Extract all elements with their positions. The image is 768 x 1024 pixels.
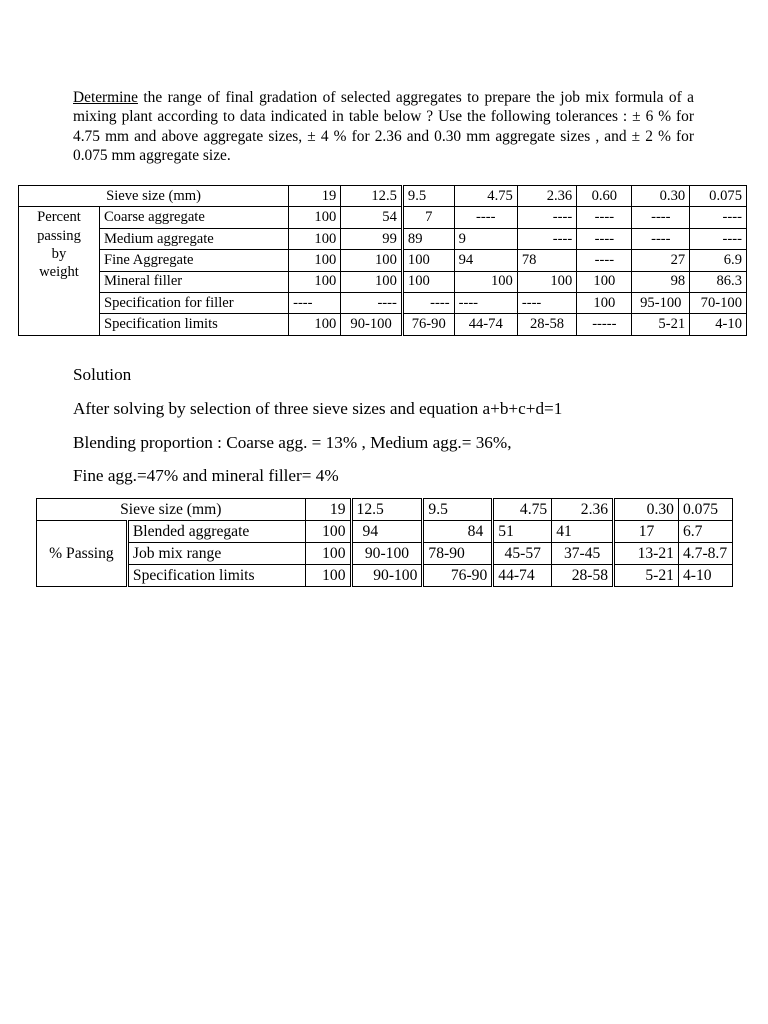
table-cell: 90-100 <box>351 543 423 565</box>
table-cell: 28-58 <box>552 565 614 587</box>
table-cell: ---- <box>690 207 747 228</box>
table-cell: 76-90 <box>402 314 454 335</box>
table-cell: ---- <box>577 207 632 228</box>
table-cell: 45-57 <box>493 543 552 565</box>
sieve-header: 19 <box>289 186 341 207</box>
table-cell: 100 <box>305 521 351 543</box>
table-cell: 7 <box>402 207 454 228</box>
row-label: Medium aggregate <box>99 228 288 249</box>
table-row <box>19 207 747 228</box>
solution-heading: Solution <box>73 365 132 384</box>
sieve-header: 19 <box>305 499 351 521</box>
table-cell: 9 <box>454 228 517 249</box>
table-cell: 100 <box>289 207 341 228</box>
table-header-row <box>19 186 747 207</box>
table-cell: 41 <box>552 521 614 543</box>
sieve-header: 9.5 <box>402 186 454 207</box>
group-label-line: by <box>51 245 67 262</box>
table-cell: 100 <box>517 271 576 292</box>
table-cell: ---- <box>289 292 341 313</box>
table-cell: ---- <box>632 228 690 249</box>
row-label: Specification for filler <box>99 292 288 313</box>
determine-word: Determine <box>73 89 138 106</box>
gradation-data-table <box>18 185 747 336</box>
table-cell: ---- <box>517 292 576 313</box>
problem-text: the range of final gradation of selected aggregates to prepare the job mix formula of a mixing plant according to data indicated in table below ? Use the following tolerances : ± 6 % for 4.75 mm and above aggregate sizes, ± 4 % for 2.36 and 0.30 mm aggregate sizes , and ± 2 % for 0.075 mm aggregate size. <box>73 89 694 164</box>
table-cell: 17 <box>614 521 679 543</box>
table-cell: 54 <box>341 207 403 228</box>
table-cell: 94 <box>351 521 423 543</box>
table-cell: ---- <box>454 207 517 228</box>
sieve-header: 0.075 <box>678 499 732 521</box>
table-cell: ---- <box>402 292 454 313</box>
table-cell: 100 <box>341 271 403 292</box>
table-cell: ---- <box>454 292 517 313</box>
table-cell: 98 <box>632 271 690 292</box>
table-cell: 100 <box>305 565 351 587</box>
table-cell: ---- <box>577 228 632 249</box>
group-label-line: weight <box>39 264 79 280</box>
row-label: Blended aggregate <box>127 521 305 543</box>
table-cell: 90-100 <box>351 565 423 587</box>
table-cell: 89 <box>402 228 454 249</box>
table-cell: ---- <box>690 228 747 249</box>
sieve-header: 0.60 <box>577 186 632 207</box>
table-cell: ---- <box>341 292 403 313</box>
table-cell: 90-100 <box>341 314 403 335</box>
table-cell: 99 <box>341 228 403 249</box>
table-cell: 78-90 <box>423 543 493 565</box>
table-cell: 6.7 <box>678 521 732 543</box>
table-cell: 84 <box>423 521 493 543</box>
table-cell: 51 <box>493 521 552 543</box>
sieve-header: 2.36 <box>517 186 576 207</box>
group-label-line: Percent <box>37 209 81 226</box>
table-row <box>37 565 733 587</box>
table-cell: 100 <box>341 250 403 271</box>
row-label: Mineral filler <box>99 271 288 292</box>
table-cell: 100 <box>577 292 632 313</box>
percent-passing-group-label: % Passing <box>37 521 128 587</box>
solution-line-filler: Fine agg.=47% and mineral filler= 4% <box>73 466 339 485</box>
table-cell: 100 <box>305 543 351 565</box>
sieve-header: 12.5 <box>341 186 403 207</box>
table-row <box>19 250 747 271</box>
table-cell: 100 <box>289 250 341 271</box>
table-cell: 100 <box>289 228 341 249</box>
table-cell: 4-10 <box>678 565 732 587</box>
percent-passing-group-label <box>19 207 100 335</box>
group-label-line: passing <box>37 227 81 244</box>
table-cell: 76-90 <box>423 565 493 587</box>
sieve-size-header: Sieve size (mm) <box>19 186 289 207</box>
job-mix-table <box>36 498 733 587</box>
sieve-header: 4.75 <box>454 186 517 207</box>
table-cell: 44-74 <box>493 565 552 587</box>
sieve-header: 12.5 <box>351 499 423 521</box>
table-cell: 100 <box>289 314 341 335</box>
table-cell: 4-10 <box>690 314 747 335</box>
table-row <box>19 292 747 313</box>
sieve-header: 0.30 <box>614 499 679 521</box>
table-cell: 100 <box>454 271 517 292</box>
table-cell: 5-21 <box>614 565 679 587</box>
row-label: Job mix range <box>127 543 305 565</box>
sieve-header: 4.75 <box>493 499 552 521</box>
row-label: Specification limits <box>99 314 288 335</box>
table-row <box>19 314 747 335</box>
row-label: Specification limits <box>127 565 305 587</box>
table-cell: 6.9 <box>690 250 747 271</box>
sieve-header: 0.30 <box>632 186 690 207</box>
row-label: Coarse aggregate <box>99 207 288 228</box>
table-cell: 44-74 <box>454 314 517 335</box>
table-cell: ----- <box>577 314 632 335</box>
table-row <box>37 543 733 565</box>
table-cell: ---- <box>517 228 576 249</box>
table-cell: ---- <box>577 250 632 271</box>
solution-line-proportion: Blending proportion : Coarse agg. = 13% , Medium agg.= 36%, <box>73 433 512 452</box>
table-cell: 13-21 <box>614 543 679 565</box>
table-cell: 70-100 <box>690 292 747 313</box>
sieve-size-header: Sieve size (mm) <box>37 499 306 521</box>
table-cell: 100 <box>289 271 341 292</box>
table-row <box>19 271 747 292</box>
table-cell: 4.7-8.7 <box>678 543 732 565</box>
table-cell: ---- <box>632 207 690 228</box>
table-cell: ---- <box>517 207 576 228</box>
table-cell: 95-100 <box>632 292 690 313</box>
sieve-header: 2.36 <box>552 499 614 521</box>
sieve-header: 9.5 <box>423 499 493 521</box>
solution-line-equation: After solving by selection of three sieve sizes and equation a+b+c+d=1 <box>73 399 563 418</box>
table-row <box>19 228 747 249</box>
table-cell: 100 <box>577 271 632 292</box>
problem-statement <box>73 88 694 165</box>
row-label: Fine Aggregate <box>99 250 288 271</box>
table-cell: 86.3 <box>690 271 747 292</box>
table-cell: 28-58 <box>517 314 576 335</box>
table-cell: 78 <box>517 250 576 271</box>
sieve-header: 0.075 <box>690 186 747 207</box>
table-cell: 37-45 <box>552 543 614 565</box>
table-cell: 5-21 <box>632 314 690 335</box>
table-cell: 100 <box>402 250 454 271</box>
table-row <box>37 521 733 543</box>
table-header-row <box>37 499 733 521</box>
table-cell: 100 <box>402 271 454 292</box>
table-cell: 94 <box>454 250 517 271</box>
table-cell: 27 <box>632 250 690 271</box>
